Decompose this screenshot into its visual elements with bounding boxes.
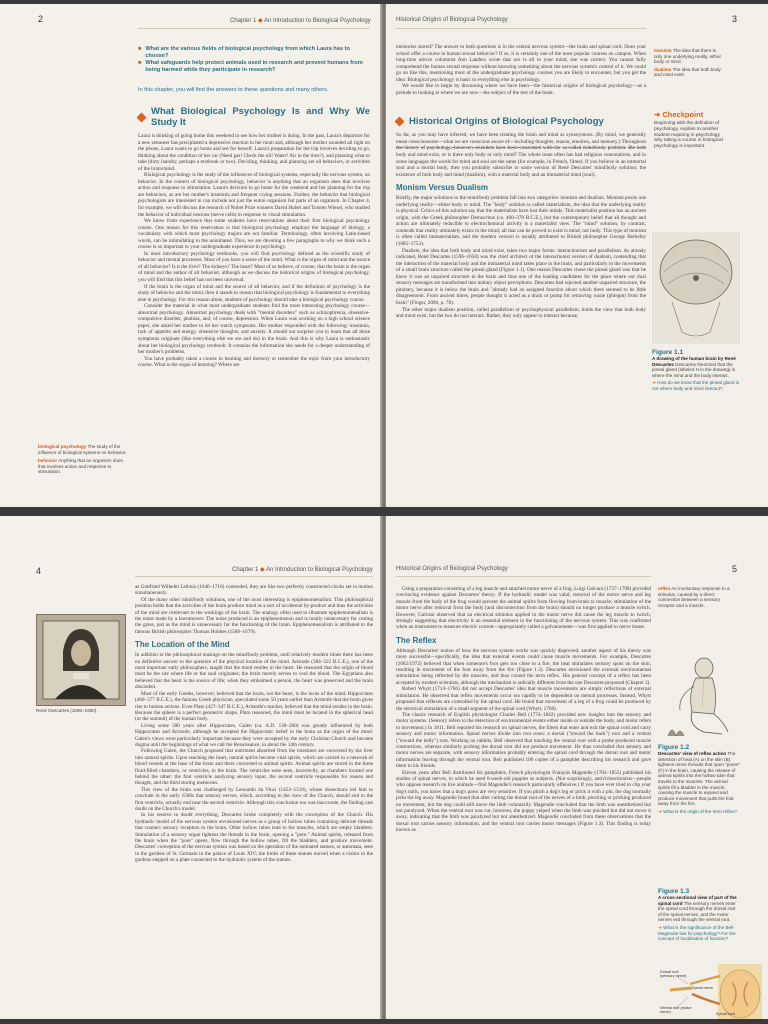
checkpoint-title: ➜ Checkpoint — [654, 110, 704, 119]
paragraph: Robert Whytt (1714–1766) did not accept Descartes' idea that muscle movements are simply reflections of external stimulation. He observed that reflex movements occur too rapidly to be dependent on mental processes. Instead, Whytt proposed that reflexes are controlled by the spinal cord. He found that movement of a leg of a frog could be produced by the electrical stimulation of a small segment of the spinal cord (Whytt, 1768). — [396, 686, 651, 712]
figure-caption-title: Descartes' view of reflex action — [658, 751, 727, 756]
paragraph: Most of the early Greeks, however, believed that the brain, not the heart, is the locus of the mind. Hippocrates (460–377 B.C.E.), the famous Greek physician, speculated some 50 years earlier than Aristotle that the brain gives rise to human actions. Even Plato (427–347 B.C.E.), Aristotle's teacher, believed that the mind resides in the brain. Because the sphere is a perfect geometric shape, Plato reasoned, the mind must be located in the spherical head (or the summit) of the human body. — [135, 690, 373, 723]
paragraph: If the brain is the organ of mind and the source of all behavior, and if the definition of psychology is the study of behavior and the mind, then it stands to reason that biological psychology is fundamental to everything else in psychology. For this reason alone, students of psychology should take a biological psychology course. — [138, 283, 370, 303]
subheading: Monism Versus Dualism — [396, 183, 489, 193]
intro-question-1: ■ What are the various fields of biological psychology from which Laura has to choose? — [138, 46, 350, 59]
header-rule — [396, 576, 651, 577]
paragraph: Using a preparation consisting of a leg muscle and attached motor nerve of a frog, Luigi Galvani (1737–1798) provided convincing evidence against Descartes' theory. If the hydraulic model was valid, removal of the motor nerve and leg muscle from the body of the frog would prevent the animal spirits from flowing from brain to muscle; stimulation of the motor nerve after removal from the body (and disconnection from the brain) should no longer produce a muscle twitch. However, Galvani observed that an electrical stimulus applied to the motor nerve did cause the leg muscle to twitch, strongly suggesting that electricity is an essential element in the functioning of the nervous system. This was confirmed when an instrument to measure electric current—appropriately called a galvanometer—was first applied to nerve tissue. — [396, 586, 651, 631]
paragraph: The other major dualism position, called parallelism or psychophysical parallelism, holds the view that both body and mind exist, but the two do not interact. Rather, they only appear to interact because, — [396, 306, 646, 320]
running-head: Historical Origins of Biological Psychology — [396, 566, 508, 572]
paragraph: The classic research of English physiologist Charles Bell (1774–1842) provided new insights into the sensory and motor systems. (Sensory refers to the detection of environmental events either inside or outside the body, and motor refers to movement.) In 1811, Bell reported his research on spinal nerves, the fibers that enter and exit the spinal cord and carry sensory and motor information. Spinal nerves divide into two roots: a dorsal ("toward the back") root and a ventral ("toward the belly") root. Working on rabbits, Bell observed that touching the ventral root with a probe produced muscle contractions, whereas similarly probing the dorsal root did not produce movement. He thus concluded that sensory and motor nerves are separate, with sensory information probably entering the spinal cord through the dorsal root and motor information leaving through the ventral root. Bell published 100 copies of a pamphlet describing his research and gave them to his friends. — [396, 711, 651, 770]
intro-end: In this chapter, you will find the answers to these questions and many others. — [138, 87, 329, 93]
reflex-action-drawing — [658, 652, 738, 740]
subheading: The Reflex — [396, 635, 437, 645]
label-dorsal-root: Dorsal root (sensory nerve) — [660, 970, 687, 978]
page-number: 5 — [732, 564, 738, 574]
descartes-portrait — [36, 614, 126, 706]
paragraph: So far, as you may have inferred, we have been treating the brain and mind as synonymous. (By mind, we generally mean consciousness—what we are conscious aware of—including thoughts, reason, emotion, and memory.) Throughout the history of psychology, however, scientists have been concerned with the so-called mind/body problem. Do both body and mind exist, or is there only body or only mind? The whole issue often has had religious connotations, and in some languages the words for mind and soul are the same (for example, in French, l'âme). If you believe in an immortal soul and a mortal body, then you probably subscribe to some version of René Descartes' mind/body solution: the existence of both body and mind (dualism), with a material body and an immaterial mind (soul). — [396, 132, 646, 178]
figure-question: ➜ How do we know that the pineal gland is not where body and mind interact? — [652, 380, 740, 391]
paragraph: Dualism, the idea that both body and mind exist, takes two major forms: interactionism and parallelism. As already indicated, René Descartes (1596–1650) was the chief architect of the interactionist version of dualism, contending that the interaction of the material body and the immaterial mind takes place in the brain, and particularly in the movements of a small brain structure called the pineal gland (Figure 1.1). One reason Descartes chose the pineal gland was that he knew it was an unpaired structure in the brain and thus one of the leading candidates for the place where our dual sensory messages are transformed into unitary object perceptions. Descartes had rejected another unpaired structure, the pituitary, because it is below the brain and "already had an assigned function about which there seemed to be little disagreement. From ancient times, people thought it acted as a drain or pump for removing waste (phlegm) from the brain" (Finger, 2000, p. 78). — [396, 247, 646, 306]
page-number: 2 — [38, 14, 44, 24]
figure-1-3-caption — [658, 888, 740, 942]
figure-question: ➜ What is the origin of the term reflex? — [658, 809, 740, 815]
brain-drawing-icon — [652, 232, 740, 344]
paragraph: Living some 500 years after Hippocrates, Galen (ca. A.D. 130–200) was greatly influenced by both Hippocrates and Aristotle, although he accepted the Hippocratic belief in the brain as the organ of the mind. Galen's views were particularly important because they were accepted by the early Christian Church and became dogma until the beginnings of what we call the Renaissance, in about the 14th century. — [135, 722, 373, 748]
paragraph: Biological psychology is the study of the influences of biological systems, especially the nervous system, on behavior. In the context of biological psychology, behavior is anything that an organism does that involves action and response to stimulation. Laura's decision to go home for the weekend and her planning for the trip are behaviors, as are her mother's insomnia and frequent crying sessions. Further, the behavior that biological psychologists are interested in can include not just the entire organism but parts of an organism. In Chapter 4, for example, we will discuss the research of Nobel Prize winners David Hubel and Torsten Wiesel, who studied the behavior of individual neurons (nerve cells) in response to visual stimulation. — [138, 172, 370, 218]
paragraph: memories stored? The answer to both questions is in the central nervous system—the brain and spinal cord. Does your school offer a course in human sexual behavior? If so, it is certainly one of the most popular courses on campus. When long-time advice columnist Ann Landers wrote that sex is all in your mind, she was correct. You cannot fully comprehend the human sexual response without knowing something about the nervous system's control of it. We could go on like this, mentioning most of the undergraduate psychology courses you are likely to encounter, but you get the idea: Biological psychology is basic to everything else in psychology. — [396, 44, 646, 83]
header-rule — [396, 28, 646, 29]
kneeling-figure-icon — [658, 652, 738, 740]
paragraph: Eleven years after Bell distributed his pamphlets, French physiologist François Magendie (1783–1855) published his studies of spinal nerves, in which he used 6-week-old puppies as subjects. (Not surprisingly, antivivisectionists—people who oppose research on live animals—find Magendie's research particularly offensive.) If you have ever tried to clip your dog's nails, you know that a dog's paws are very sensitive. If you pinch a dog's leg or prick it with a pin, the dog normally jerks the leg away. Magendie found that after cutting the dorsal root of the nerves of a limb, pinching or pricking produced no movement, but the dog could still move the limb voluntarily. Magendie concluded that the limb was anesthetized but not paralyzed. When the ventral root was cut, however, the puppy yelped when the limb was pinched but did not move it away, indicating that the limb was paralyzed but not anesthetized. Magendie concluded from these observations that the dorsal root carries sensory information, and the ventral root carries motor messages (Figure 1.3). This finding is today known as — [396, 769, 651, 834]
paragraph: We would like to begin by discussing where we have been—the historical origins of biological psychology—as a prelude to looking at where we are now—the subject of the rest of the book. — [396, 83, 646, 96]
intro-question-2: ■ What safeguards help protect animals used in research and prevent humans from being harmed while they participate in research? — [138, 60, 363, 73]
checkpoint-text: Beginning with the definition of psychology, explain to another student majoring in psychology why taking a course in biological psychology is important. — [654, 121, 723, 150]
figure-1-2-caption — [658, 744, 740, 815]
page-2 — [0, 4, 382, 507]
main-text-column — [396, 44, 646, 320]
page-4 — [0, 516, 382, 1019]
paragraph: We know from experience that some students have reservations about their first biological psychology course. One reason for this reservation is that biological psychology employs the language of biology, a vocabulary with which most psychology majors are not familiar. Terminology, often involving Latin-based words, can be intimidating to the uninitiated. Thus, we are devoting a few paragraphs to why we think such a course is so important to your undergraduate experience in psychology. — [138, 218, 370, 251]
spread-pages-4-5 — [0, 516, 768, 1019]
paragraph: This view of the brain was challenged by Leonardo da Vinci (1452–1519), whose dissections led him to conclude in the early 1500s that sensory nerves, which, according to the view of the Church, should end in the first ventricle, actually end near the second ventricle. Although this conclusion too was inaccurate, the finding cast doubt on the Church's model. — [135, 786, 373, 812]
paragraph: Consider the material in what most undergraduate students find the most interesting psychology course—abnormal psychology. Abnormal psychology deals with "mental disorders" such as schizophrenia, obsessive-compulsive disorder, phobias, and, of course, depression. When Laura was working on a high school science paper, she asked her mother to let her watch symptoms. Her mother responded with the following: insomnia, lack of appetite and energy, obsessive thoughts, and anxiety. It should not surprise you to learn that all these symptoms originate (like everything else we are and do) in the brain. And this is why Laura is enthusiastic about her biological psychology textbook: It contains the information she needs for a deeper understanding of her mother's problems. — [138, 303, 370, 356]
header-rule — [135, 576, 373, 577]
paragraph: You have probably taken a course in learning and memory or remember the topic from your introductory course. What is the organ of learning? Where are — [138, 355, 370, 369]
intro-questions — [138, 46, 368, 74]
figure-caption-title: A cross-sectional view of part of the spinal cord — [658, 895, 737, 906]
paragraph: as Gottfried Wilhelm Leibniz (1646–1716) contended, they are like two perfectly constructed clocks set in motion simultaneously. — [135, 584, 373, 597]
figure-number: Figure 1.1 — [652, 349, 684, 356]
running-head: Chapter 1 ◆ An Introduction to Biological Psychology — [230, 18, 371, 24]
paragraph: In addition to the philosophical musings on the mind/body problem, until relatively modern times there has been no definitive answer to the question of the physical location of the mind. Aristotle (384–322 B.C.E.), one of the most important early philosophers, taught that the mind resides in the heart. He reasoned that the origin of blood must be the site where life or the soul originates; the brain merely serves to cool the blood. The Egyptians also believed that the heart is the source of life; when they embalmed a person, the heart was preserved and the brain discarded. — [135, 652, 373, 691]
checkpoint-box — [654, 110, 726, 150]
paragraph: Briefly, the major solutions to the mind/body problem fall into two categories: monism and dualism. Monism posits one underlying reality—either body or mind. The "body" solution is called materialism, the idea that the underlying reality is physical. Critics of this solution say that the materialists have lost their minds. This materialist position has an ancient origin, with the Greek philosopher Democritus (ca. 460–370 B.C.E.), but the contemporary belief that all thought and action are ultimately reducible to electrochemical activity is a materialist view. The "mind" solution, by contrast, contends that reality ultimately exists in the mind; all that can be proved to exist is mind, not body. This type of monism is often called immaterialism, and the modern version is usually attributed to British philosopher George Berkeley (1685–1753). — [396, 195, 646, 248]
glossary-entry: dualism The idea that both body and mind exist. — [654, 66, 721, 78]
figure-caption-text: Descartes theorized that the pineal gland (labeled H in the drawing) is where the mind and the body interact. — [652, 361, 735, 378]
glossary-entry: behavior Anything that an organism does that involves action and response to stimulation. — [38, 458, 123, 475]
diamond-bullet-icon — [137, 112, 147, 122]
section-heading: What Biological Psychology Is and Why We Study It — [138, 106, 370, 128]
page-number: 3 — [732, 14, 738, 24]
label-ventral-root: Ventral root (motor nerve) — [660, 1006, 692, 1014]
subheading: The Location of the Mind — [135, 640, 230, 650]
label-spinal-cord: Spinal cord — [716, 1012, 735, 1016]
figure-number: Figure 1.3 — [658, 888, 690, 895]
margin-glossary: reflex An involuntary response to a stimulus, caused by a direct connection between a sensory receptor and a muscle. — [658, 586, 730, 608]
running-head: Chapter 1 ◆ An Introduction to Biological Psychology — [232, 567, 373, 573]
figure-number: Figure 1.2 — [658, 744, 690, 751]
margin-glossary — [654, 48, 724, 78]
spread-pages-2-3 — [0, 4, 768, 507]
portrait-caption: René Descartes (1596–1650). — [36, 708, 98, 713]
paragraph: Laura is thinking of going home this weekend to see how her mother is doing. In the past, Laura's departure for a new semester has precipitated a depressive reaction in her mom and, although her mother sounded all right on the phone, Laura wants to go home and see for herself. Laura's preparation for the trip involves deciding to go, thinking about the condition of her car (Need gas! Check the oil! Water! Air in the tires?), and planning what to take (dirty laundry, perhaps a textbook or two). Deciding, thinking, and planning are all behaviors, or activities of the brain/mind. — [138, 133, 370, 172]
paragraph: In most introductory psychology textbooks, you will find psychology defined as the scientific study of behavior and mental processes. Most of you have a sense of the mind. What is the organ of mind and the source of all behavior? Is it the liver? The kidneys? The heart? Most of us believe, of course, that the brain is the organ of mind and the author of all behavior, although as we discuss the historical origins of biological psychology, you will find that this belief has not been universal. — [138, 250, 370, 284]
glossary-entry: biological psychology The study of the influence of biological systems on behavior. — [38, 444, 127, 455]
paragraph: Although Descartes' notion of how the nervous system works was quickly disproved, another aspect of his theory was more successful—specifically, the idea that external events could cause muscle movements. For example, Descartes (1662/1972) believed that when someone's foot gets too close to a fire, the heat stimulates sensory spots on the skin, resulting in movement of the foot away from the fire (Figure 1.2). Descartes envisioned the external environmental stimulation being reflected by the muscles, and thus coined the term reflex. His general concept of a reflex has been accepted by modern scientists, although the mechanism is radically different from the one Descartes proposed (Chapter 2). — [396, 647, 651, 686]
figure-question: ➜ What is the significance of the Bell-Magendie law for psychology? For the concept of localization of function? — [658, 925, 740, 942]
paragraph: Of the many other mind/body solutions, one of the most interesting is epiphenomenalism. This philosophical position holds that the activities of the brain produce mind as a sort of accidental by-product and thus the activities of the mind are irrelevant to the workings of the brain. The analogy often used to illustrate epiphenomenalism is the noise made by a lawnmower: The noise produced is an epiphenomenon and is totally unnecessary for cutting the grass, just as the mind is unnecessary for the functioning of the brain. Epiphenomenalism is attributed to the famous British philosopher Thomas Hobbes (1588–1679). — [135, 596, 373, 635]
paragraph: In his resolve to doubt everything, Descartes broke completely with the conception of the Church. His hydraulic model of the nervous system envisioned nerves as a group of hollow tubes containing delicate threads that connect sensory receptors to the brain. Other hollow tubes lead to the muscles, which are empty bladders. Stimulation of a sensory organ tightens the threads in the brain, opening a "pore." Animal spirits, released from the brain when the "pore" opens, flow through the hollow tubes, fill the bladders, and produce movement. Descartes' conception of the nervous system was based on the operation of the animated statues, or automata, seen in the gardens of St. Germain in the palace of Louis XIV; the limbs of these statues moved when a visitor to the gardens stepped on a plate connected to the hydraulic system of the statues. — [135, 812, 373, 864]
figure-caption-title: A drawing of the human brain by René Descartes — [652, 356, 736, 367]
page-5 — [386, 516, 768, 1019]
diamond-bullet-icon — [395, 117, 405, 127]
paragraph: Following Galen, the Church proposed that nutriment absorbed from the intestines are converted by the liver into natural spirits. Upon reaching the heart, natural spirits become vital spirits, which are carried to a network of blood vessels at the base of the brain and there converted to animal spirits. Animal spirits are stored in the three fluid-filled chambers, or ventricles, in the brain. The ventricles were seen, incorrectly, as chambers located one behind the other: the first ventricle analyzing sensory input, the second ventricle responsible for reason and thought, and the third storing memories. — [135, 748, 373, 787]
page-number: 4 — [36, 566, 42, 576]
section-heading: Historical Origins of Biological Psychology — [396, 116, 646, 127]
main-text-column — [396, 586, 651, 834]
figure-1-1-caption — [652, 349, 740, 392]
figure-caption-text: The sensory nerves enter the spinal cord through the dorsal root of the spinal nerves, and the motor nerves exit through the ventral root. — [658, 900, 736, 923]
glossary-entry: monism The idea that there is only one underlying reality, either body or mind. — [654, 48, 722, 65]
main-text-column — [135, 584, 373, 864]
margin-glossary — [38, 444, 128, 475]
main-text-column — [138, 100, 370, 369]
page-3 — [386, 4, 768, 507]
section-divider — [396, 147, 646, 148]
figure-caption-text: The detection of heat (A) on the skin (B) tightens nerve threads that open "pores" (F) in the brain, causing the release of animal spirits into the hollow tube that travels to the muscles. The animal spirits fill a bladder in the muscle, causing the muscle to expand and produce movement that pulls the foot away from the fire. — [658, 751, 740, 807]
header-rule — [138, 28, 370, 29]
portrait-icon — [37, 615, 125, 705]
running-head: Historical Origins of Biological Psychology — [396, 17, 508, 23]
label-spinal-nerve: Spinal nerve — [692, 986, 714, 990]
descartes-brain-drawing — [652, 232, 740, 344]
